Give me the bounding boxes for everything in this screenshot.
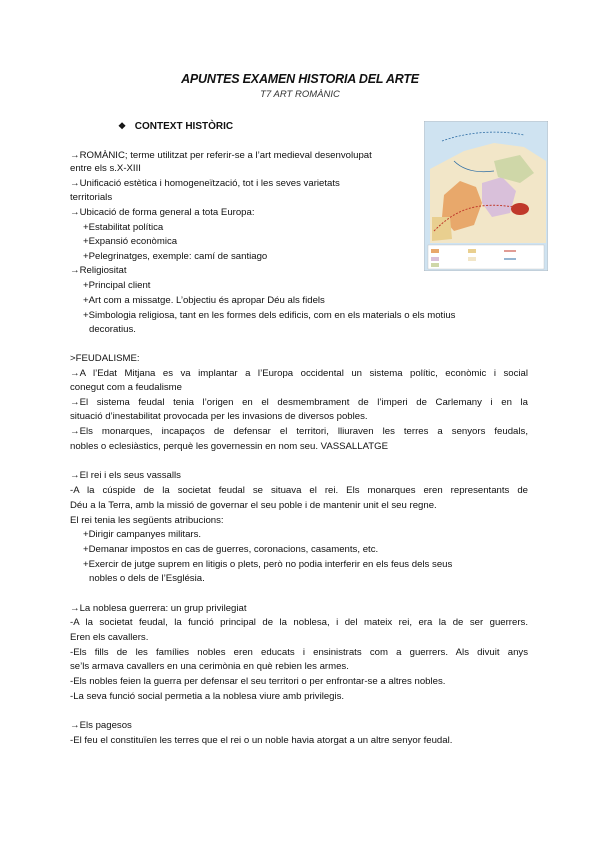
text-line: -Els fills de les famílies nobles eren educats i ensinistrats com a guerrers. Als divuit anys (70, 647, 528, 658)
text-line: →Els monarques, incapaços de defensar el territori, lliuraven les terres a senyors feudals, (70, 426, 528, 437)
text-line: se’ls armava cavallers en una cerimònia en què rebien les armes. (70, 661, 349, 672)
page-title: APUNTES EXAMEN HISTORIA DEL ARTE (181, 72, 419, 86)
text-line: →ROMÀNIC; terme utilitzat per referir-se a l’art medieval desenvolupat (70, 150, 372, 161)
text-line: +Exercir de jutge suprem en litigis o plets, però no podia interferir en els feus dels seus (83, 559, 453, 570)
text-line: -El feu el constituïen les terres que el rei o un noble havia atorgat a un altre senyor feudal. (70, 735, 453, 746)
text-line: decoratius. (89, 324, 136, 335)
text-line: →La noblesa guerrera: un grup privilegiat (70, 603, 247, 614)
text-line: -A la cúspide de la societat feudal se situava el rei. Els monarques eren representants de (70, 485, 528, 496)
text-line: +Dirigir campanyes militars. (83, 529, 202, 540)
text-line: +Principal client (83, 280, 151, 291)
text-line: -Els nobles feien la guerra per defensar el seu territori o per enfrontar-se a altres nobles. (70, 676, 446, 687)
text-line: El rei tenia les següents atribucions: (70, 515, 224, 526)
text-line: entre els s.X-XIII (70, 163, 141, 174)
text-line: Déu a la Terra, amb la missió de governar el seu poble i de mantenir unit el seu regne. (70, 500, 437, 511)
text-line: →Ubicació de forma general a tota Europa: (70, 207, 255, 218)
text-line: →El rei i els seus vassalls (70, 470, 181, 481)
text-line: →Unificació estètica i homogeneïtzació, tot i les seves varietats (70, 178, 340, 189)
text-line: territorials (70, 192, 113, 203)
text-line: →A l’Edat Mitjana es va implantar a l’Europa occidental un sistema polític, econòmic i social (70, 368, 528, 379)
text-line: -A la societat feudal, la funció principal de la noblesa, i del mateix rei, era la de ser guerrers. (70, 617, 528, 628)
diamond-bullet-icon: ❖ (118, 121, 127, 131)
text-line: situació d’inestabilitat provocada per les invasions de diversos pobles. (70, 411, 368, 422)
text-line: +Expansió econòmica (83, 236, 178, 247)
page-subtitle: T7 ART ROMÀNIC (260, 89, 340, 100)
text-line: →El sistema feudal tenia l’origen en el desmembrament de l’imperi de Carlemany i en la (70, 397, 528, 408)
europe-map-icon (424, 121, 548, 271)
text-line: +Pelegrinatges, exemple: camí de santiago (83, 251, 268, 262)
text-line: →Religiositat (70, 265, 127, 276)
text-line: +Art com a missatge. L’objectiu és apropar Déu als fidels (83, 295, 325, 306)
text-line: +Estabilitat política (83, 222, 164, 233)
text-line: conegut com a feudalisme (70, 382, 182, 393)
text-line: Eren els cavallers. (70, 632, 149, 643)
text-line: →Els pagesos (70, 720, 132, 731)
text-line: nobles o dels de l’Església. (89, 573, 205, 584)
section-heading-label: CONTEXT HISTÒRIC (134, 121, 234, 132)
section-heading (118, 121, 233, 132)
text-line: nobles o eclesiàstics, perquè les governessin en nom seu. VASSALLATGE (70, 441, 389, 452)
text-line: +Simbologia religiosa, tant en les formes dels edificis, com en els materials o els motius (83, 310, 456, 321)
text-line: -La seva funció social permetia a la noblesa viure amb privilegis. (70, 691, 345, 702)
text-line: >FEUDALISME: (70, 353, 140, 364)
text-line: +Demanar impostos en cas de guerres, coronacions, casaments, etc. (83, 544, 379, 555)
